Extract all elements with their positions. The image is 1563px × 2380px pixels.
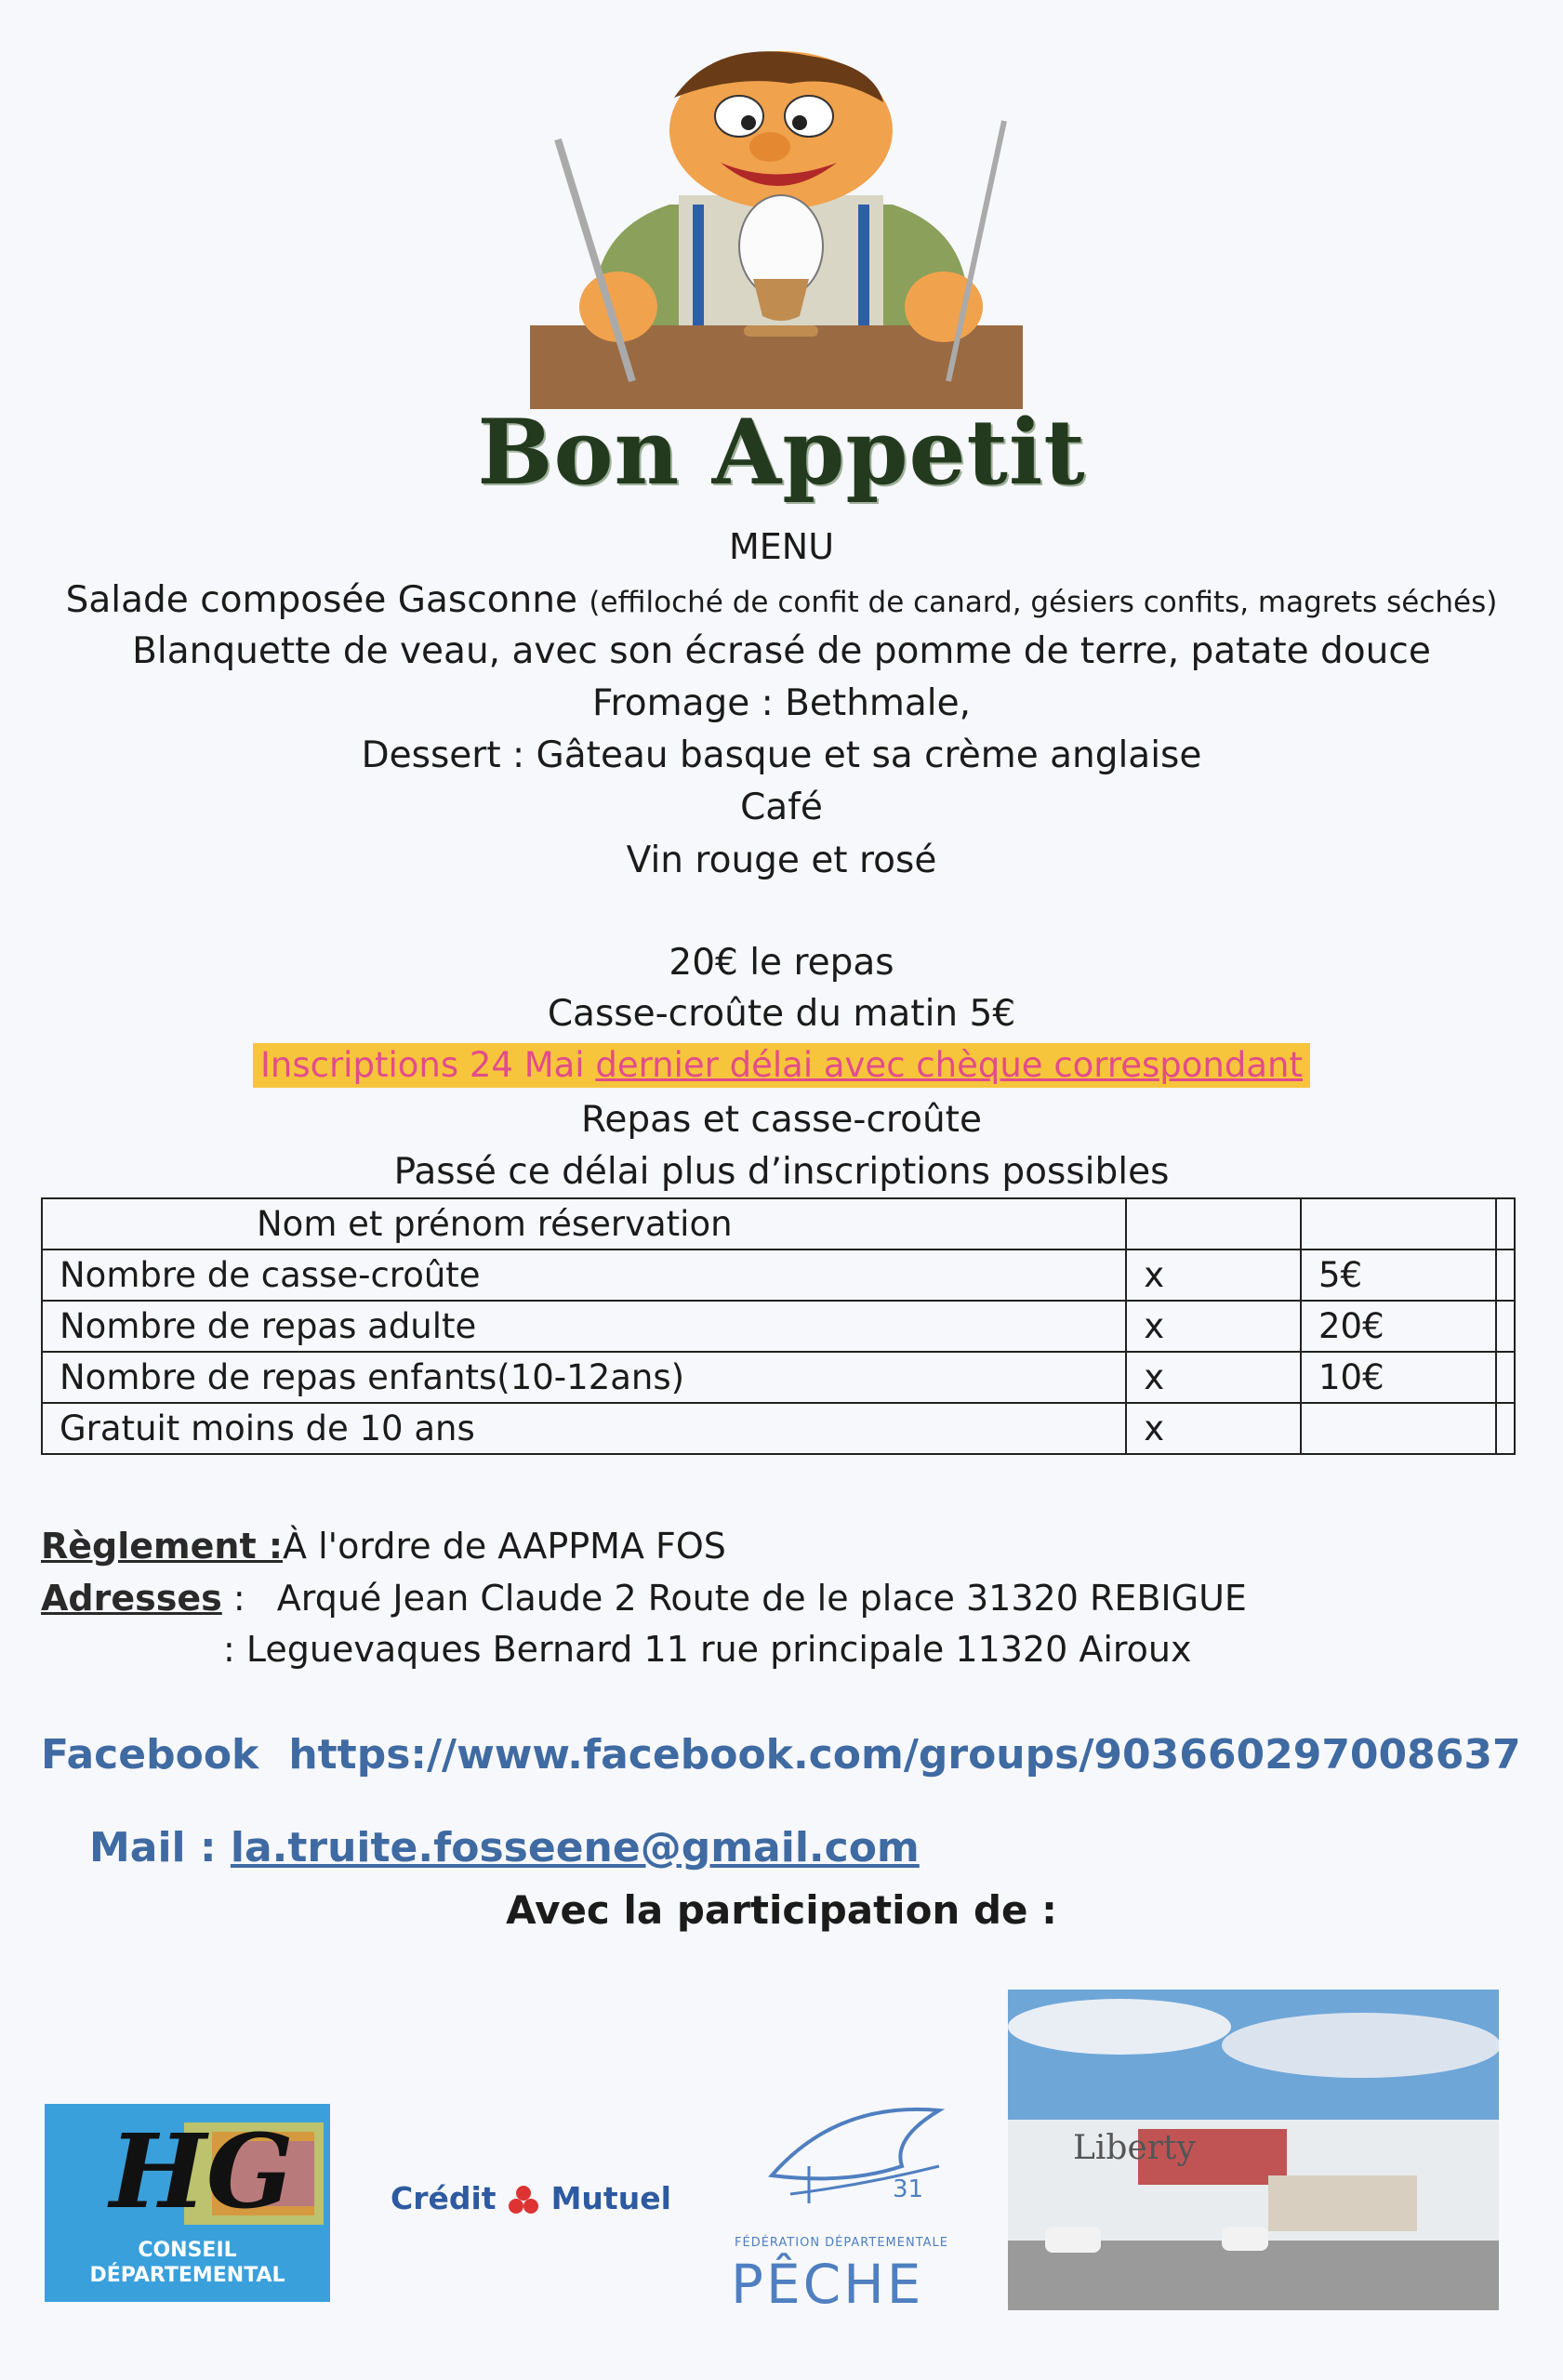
menu-item-vin: Vin rouge et rosé: [626, 840, 937, 881]
conseil-departemental-logo: [45, 2104, 330, 2302]
cm-left: Crédit: [391, 2180, 497, 2216]
row-price: 10€: [1301, 1352, 1496, 1403]
fish-icon: [716, 2082, 995, 2231]
cd-line2: DÉPARTEMENTAL: [89, 2264, 285, 2287]
cd-line1: CONSEIL: [138, 2239, 237, 2262]
menu-item-cafe: Café: [740, 787, 823, 828]
menu-item-dessert: Dessert : Gâteau basque et sa crème anglaise: [361, 734, 1202, 776]
table-header: Nom et prénom réservation: [42, 1198, 1126, 1250]
reglement-value: À l'ordre de AAPPMA FOS: [283, 1526, 726, 1567]
row-total-cell[interactable]: [1496, 1301, 1515, 1352]
facebook-line: [41, 1731, 1521, 1778]
address-1: Arqué Jean Claude 2 Route de le place 31320 REBIGUE: [276, 1578, 1247, 1619]
page-title: Bon Appetit: [477, 400, 1086, 505]
deadline-prefix: Inscriptions 24 Mai: [259, 1045, 585, 1085]
menu-item-salade: [0, 579, 1563, 624]
row-price: 5€: [1301, 1250, 1496, 1301]
row-label: Gratuit moins de 10 ans: [42, 1403, 1126, 1454]
salade-name: Salade composée Gasconne: [65, 579, 577, 621]
store-sign: Liberty: [1073, 2129, 1196, 2167]
table-cell[interactable]: [1126, 1198, 1301, 1250]
deadline-note-2: Passé ce délai plus d’inscriptions possibles: [393, 1151, 1170, 1193]
credit-mutuel-logo: [391, 2180, 679, 2254]
adresses-sep: :: [232, 1578, 245, 1619]
mail-label: Mail :: [89, 1824, 217, 1871]
row-total-cell[interactable]: [1496, 1352, 1515, 1403]
row-total-cell[interactable]: [1496, 1403, 1515, 1454]
facebook-label: Facebook: [41, 1731, 259, 1778]
peche-small: FÉDÉRATION DÉPARTEMENTALE: [735, 2236, 948, 2250]
reglement-line: [41, 1525, 726, 1567]
price-repas: 20€ le repas: [669, 942, 894, 984]
facebook-link[interactable]: https://www.facebook.com/groups/903660297008637: [288, 1731, 1521, 1778]
menu-heading: MENU: [728, 526, 835, 567]
deadline-highlight: [253, 1043, 1310, 1088]
table-cell[interactable]: [1301, 1198, 1496, 1250]
deadline-underlined: dernier délai avec chèque correspondant: [595, 1045, 1303, 1085]
participation-heading: Avec la participation de :: [506, 1887, 1057, 1933]
row-mult: x: [1126, 1250, 1301, 1301]
mail-link[interactable]: la.truite.fosseene@gmail.com: [230, 1824, 920, 1871]
row-label: Nombre de casse-croûte: [42, 1250, 1126, 1301]
table-header-row: [42, 1198, 1515, 1250]
adresses-label: Adresses: [41, 1578, 222, 1619]
row-total-cell[interactable]: [1496, 1250, 1515, 1301]
reservation-table: [41, 1197, 1516, 1455]
peche-num: 31: [893, 2175, 924, 2203]
deadline-banner: [0, 1043, 1563, 1088]
row-mult: x: [1126, 1352, 1301, 1403]
row-label: Nombre de repas adulte: [42, 1301, 1126, 1352]
table-row: [42, 1250, 1515, 1301]
address-line-1: [41, 1577, 1247, 1620]
peche-big: PÊCHE: [731, 2253, 924, 2316]
store-photo: [1008, 1990, 1499, 2310]
table-row: [42, 1352, 1515, 1403]
row-label: Nombre de repas enfants(10-12ans): [42, 1352, 1126, 1403]
row-mult: x: [1126, 1403, 1301, 1454]
bon-appetit-illustration: [530, 46, 1032, 414]
menu-item-blanquette: Blanquette de veau, avec son écrasé de pomme de terre, patate douce: [132, 630, 1431, 672]
row-price: [1301, 1403, 1496, 1454]
credit-mutuel-icon: [507, 2184, 540, 2217]
address-2: : Leguevaques Bernard 11 rue principale 11320 Airoux: [223, 1629, 1192, 1670]
cd-letters: HG: [110, 2111, 294, 2231]
deadline-note-1: Repas et casse-croûte: [581, 1099, 982, 1141]
menu-item-fromage: Fromage : Bethmale,: [591, 682, 972, 724]
salade-detail: (effiloché de confit de canard, gésiers confits, magrets séchés): [589, 586, 1498, 619]
row-price: 20€: [1301, 1301, 1496, 1352]
row-mult: x: [1126, 1301, 1301, 1352]
mail-line: [89, 1824, 920, 1871]
cm-right: Mutuel: [550, 2180, 671, 2216]
table-cell[interactable]: [1496, 1198, 1515, 1250]
price-casse-croute: Casse-croûte du matin 5€: [547, 993, 1016, 1035]
federation-peche-logo: [716, 2082, 995, 2315]
reglement-label: Règlement :: [41, 1526, 284, 1567]
table-row: [42, 1403, 1515, 1454]
table-row: [42, 1301, 1515, 1352]
